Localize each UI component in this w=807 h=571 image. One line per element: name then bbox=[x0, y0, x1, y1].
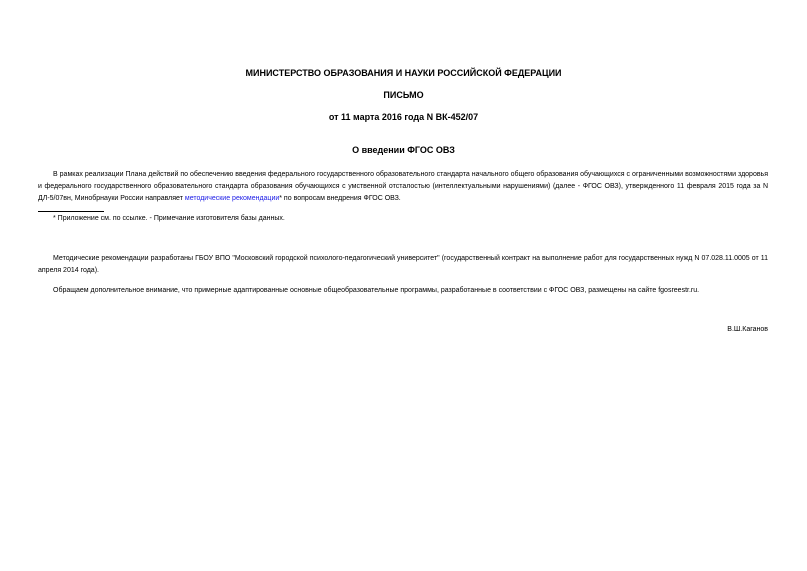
paragraph-intro-tail: * по вопросам внедрения ФГОС ОВЗ. bbox=[279, 195, 401, 202]
signature: В.Ш.Каганов bbox=[727, 326, 768, 333]
paragraph-intro-text: В рамках реализации Плана действий по обеспечению введения федерального государственного образовательного стандарта начального общего образования обучающихся с ограниченными возможностями здоровья и федерального государственного образовательного стандарта образования обучающихся с умственной отсталостью (интеллектуальными нарушениями) (далее - ФГОС ОВЗ), утвержденного 11 февраля 2015 года за N ДЛ-5/07вн, Минобрнауки России направляет bbox=[38, 171, 768, 202]
document-subject-heading: О введении ФГОС ОВЗ bbox=[352, 145, 455, 155]
paragraph-developer: Методические рекомендации разработаны ГБОУ ВПО "Московский городской психолого-педагогический университет" (государственный контракт на выполнение работ для государственных нужд N 07.028.11.0005 от 11 апреля 2014 года). bbox=[38, 255, 768, 274]
footnote-text: * Приложение см. по ссылке. - Примечание изготовителя базы данных. bbox=[53, 215, 285, 222]
document-date-heading: от 11 марта 2016 года N ВК-452/07 bbox=[328, 112, 479, 122]
document-type-heading: ПИСЬМО bbox=[383, 90, 424, 100]
methodical-recommendations-link[interactable]: методические рекомендации bbox=[184, 195, 280, 202]
paragraph-programs: Обращаем дополнительное внимание, что примерные адаптированные основные общеобразовательные программы, разработанные в соответствии с ФГОС ОВЗ, размещены на сайте fgosreestr.ru. bbox=[53, 287, 700, 294]
ministry-heading: МИНИСТЕРСТВО ОБРАЗОВАНИЯ И НАУКИ РОССИЙСКОЙ ФЕДЕРАЦИИ bbox=[245, 68, 562, 78]
footnote-divider bbox=[38, 211, 104, 212]
paragraph-intro bbox=[38, 169, 768, 205]
